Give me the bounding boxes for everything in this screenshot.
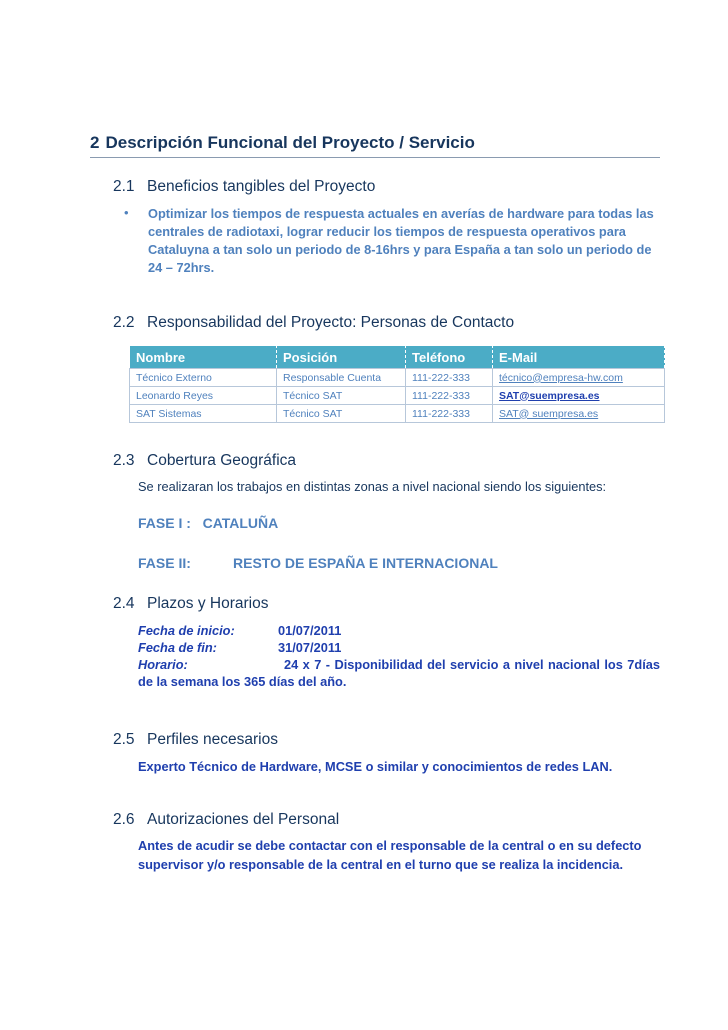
subsection-title: Beneficios tangibles del Proyecto bbox=[147, 178, 376, 195]
subsection-number: 2.5 bbox=[113, 731, 135, 748]
start-date-label: Fecha de inicio: bbox=[138, 623, 235, 638]
cell-email bbox=[493, 387, 665, 405]
email-link[interactable]: SAT@suempresa.es bbox=[499, 389, 600, 402]
benefits-text: Optimizar los tiempos de respuesta actuales en averías de hardware para todas las centrales de radiotaxi, lograr reducir los tiempos de respuesta operativos para Cataluyna a tan solo un periodo de 8-16hrs y para España a tan solo un periodo de 24 – 72hrs. bbox=[148, 206, 654, 275]
col-header-phone: Teléfono bbox=[406, 346, 493, 369]
bullet-icon: • bbox=[124, 205, 129, 220]
col-header-position: Posición bbox=[277, 346, 406, 369]
cell-name: SAT Sistemas bbox=[130, 405, 277, 423]
cell-name: Técnico Externo bbox=[130, 369, 277, 387]
phase-two bbox=[138, 555, 498, 571]
table-row bbox=[130, 387, 665, 405]
subsection-number: 2.3 bbox=[113, 452, 135, 469]
table-row bbox=[130, 369, 665, 387]
cell-position: Técnico SAT bbox=[277, 405, 406, 423]
section-number: 2 bbox=[90, 133, 100, 152]
phase-two-value: RESTO DE ESPAÑA E INTERNACIONAL bbox=[233, 555, 498, 571]
cell-phone: 111-222-333 bbox=[406, 405, 493, 423]
hours-continuation: de la semana los 365 días del año. bbox=[138, 674, 347, 689]
email-link[interactable]: SAT@ suempresa.es bbox=[499, 407, 599, 420]
email-link[interactable]: técnico@empresa-hw.com bbox=[499, 371, 623, 384]
subsection-title: Responsabilidad del Proyecto: Personas de Contacto bbox=[147, 314, 515, 331]
subsection-number: 2.4 bbox=[113, 595, 135, 612]
cell-email bbox=[493, 405, 665, 423]
section-heading bbox=[90, 133, 660, 158]
cell-name: Leonardo Reyes bbox=[130, 387, 277, 405]
cell-phone: 111-222-333 bbox=[406, 387, 493, 405]
end-date-label: Fecha de fin: bbox=[138, 640, 217, 655]
section-title: Descripción Funcional del Proyecto / Servicio bbox=[105, 133, 475, 152]
cell-phone: 111-222-333 bbox=[406, 369, 493, 387]
subsection-number: 2.2 bbox=[113, 314, 135, 331]
end-date-value: 31/07/2011 bbox=[278, 640, 342, 655]
subsection-title: Perfiles necesarios bbox=[147, 731, 278, 748]
subsection-title: Cobertura Geográfica bbox=[147, 452, 297, 469]
schedule-block bbox=[138, 623, 660, 691]
subsection-heading-schedule bbox=[113, 595, 268, 613]
cell-position: Responsable Cuenta bbox=[277, 369, 406, 387]
subsection-heading-authorizations bbox=[113, 811, 339, 829]
subsection-number: 2.1 bbox=[113, 178, 135, 195]
subsection-heading-contacts bbox=[113, 314, 514, 332]
hours-row bbox=[138, 657, 660, 674]
cell-position: Técnico SAT bbox=[277, 387, 406, 405]
cell-email bbox=[493, 369, 665, 387]
col-header-name: Nombre bbox=[130, 346, 277, 369]
start-date-value: 01/07/2011 bbox=[278, 623, 342, 638]
table-header-row bbox=[130, 346, 665, 369]
subsection-heading-profiles bbox=[113, 731, 278, 749]
phase-one-label: FASE I : bbox=[138, 515, 191, 531]
phase-one-value: CATALUÑA bbox=[202, 515, 279, 531]
col-header-email: E-Mail bbox=[493, 346, 665, 369]
subsection-heading-benefits bbox=[113, 178, 375, 196]
hours-label: Horario: bbox=[138, 657, 188, 672]
contacts-table bbox=[129, 345, 665, 423]
subsection-title: Autorizaciones del Personal bbox=[147, 811, 340, 828]
authorizations-line-2: supervisor y/o responsable de la central en el turno que se realiza la incidencia. bbox=[138, 857, 624, 872]
subsection-heading-coverage bbox=[113, 452, 296, 470]
phase-one bbox=[138, 515, 278, 531]
coverage-intro: Se realizaran los trabajos en distintas zonas a nivel nacional siendo los siguientes: bbox=[138, 479, 607, 494]
hours-value: 24 x 7 - Disponibilidad del servicio a nivel nacional los 7días bbox=[284, 657, 660, 672]
table-row bbox=[130, 405, 665, 423]
end-date-row bbox=[138, 640, 660, 657]
subsection-title: Plazos y Horarios bbox=[147, 595, 269, 612]
subsection-number: 2.6 bbox=[113, 811, 135, 828]
phase-two-label: FASE II: bbox=[138, 555, 191, 571]
start-date-row bbox=[138, 623, 660, 640]
profiles-text: Experto Técnico de Hardware, MCSE o similar y conocimientos de redes LAN. bbox=[138, 759, 613, 774]
authorizations-line-1: Antes de acudir se debe contactar con el responsable de la central o en su defecto bbox=[138, 838, 642, 853]
